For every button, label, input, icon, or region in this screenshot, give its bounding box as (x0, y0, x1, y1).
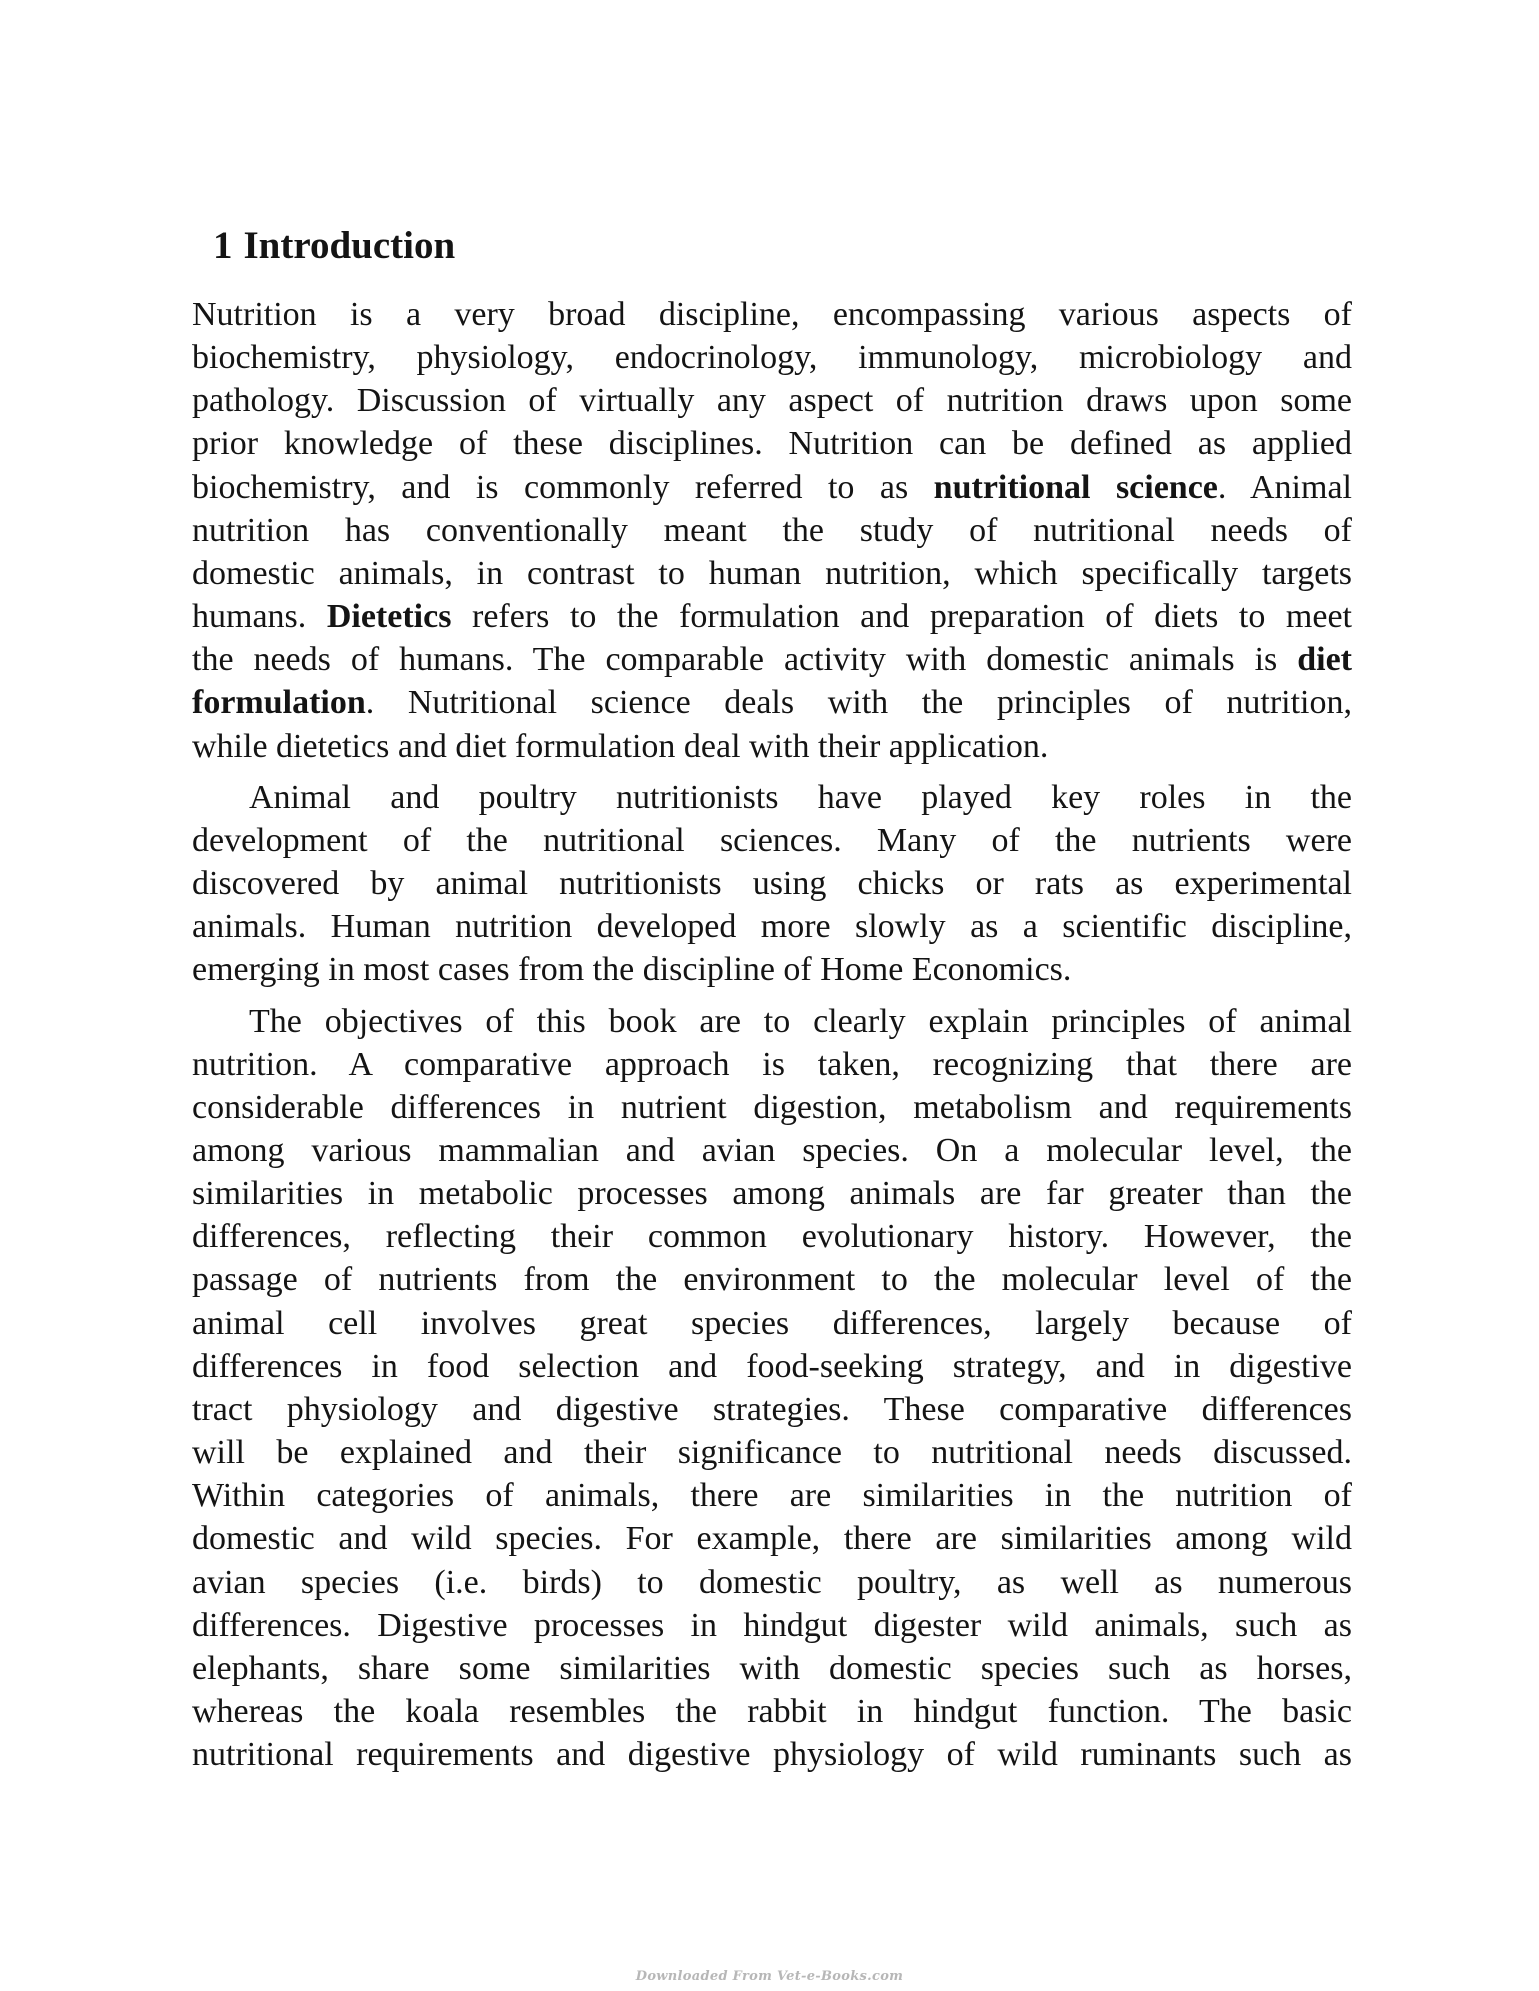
bold-term: formulation (192, 684, 366, 722)
text-segment: prior knowledge of these disciplines. Nutrition can be defined as applied (192, 425, 1352, 463)
text-segment: passage of nutrients from the environment to the molecular level of the (192, 1261, 1352, 1299)
text-line (192, 509, 1352, 552)
text-segment: . Nutritional science deals with the principles of nutrition, (365, 684, 1352, 722)
text-line (192, 1604, 1352, 1647)
text-segment: domestic and wild species. For example, there are similarities among wild (192, 1520, 1352, 1558)
text-segment: The objectives of this book are to clearly explain principles of animal (249, 1002, 1352, 1040)
paragraph (192, 776, 1352, 992)
text-line (192, 336, 1352, 379)
text-segment: whereas the koala resembles the rabbit in hindgut function. The basic (192, 1693, 1352, 1730)
text-segment: discovered by animal nutritionists using chicks or rats as experimental (192, 865, 1352, 903)
text-segment: nutrition has conventionally meant the study of nutritional needs of (192, 511, 1352, 549)
text-line (192, 1129, 1352, 1172)
text-line (192, 293, 1352, 336)
text-segment: nutrition. A comparative approach is taken, recognizing that there are (192, 1045, 1352, 1083)
text-segment: domestic animals, in contrast to human nutrition, which specifically targets (192, 554, 1352, 592)
text-segment: refers to the formulation and preparation of diets to meet (451, 598, 1352, 636)
text-segment: will be explained and their significance to nutritional needs discussed. (192, 1434, 1352, 1472)
text-line (192, 1690, 1352, 1733)
text-segment: biochemistry, and is commonly referred to as (192, 468, 934, 506)
text-segment: . Animal (1217, 468, 1352, 506)
text-line (192, 1258, 1352, 1301)
paragraph (192, 293, 1352, 768)
text-line (192, 1733, 1352, 1776)
text-line (192, 1215, 1352, 1258)
text-segment: elephants, share some similarities with domestic species such as horses, (192, 1649, 1352, 1687)
chapter-title: Introduction (243, 224, 456, 267)
text-line (192, 379, 1352, 422)
text-line (192, 1474, 1352, 1517)
text-segment: pathology. Discussion of virtually any aspect of nutrition draws upon some (192, 382, 1352, 420)
text-segment: considerable differences in nutrient digestion, metabolism and requirements (192, 1088, 1352, 1126)
text-line (192, 905, 1352, 948)
text-line (192, 1345, 1352, 1388)
text-segment: the needs of humans. The comparable activity with domestic animals is (192, 641, 1298, 679)
text-line (192, 1431, 1352, 1474)
text-line (192, 1302, 1352, 1345)
text-line (192, 948, 1352, 991)
text-line (192, 1000, 1352, 1043)
text-segment: avian species (i.e. birds) to domestic poultry, as well as numerous (192, 1563, 1352, 1601)
chapter-heading (213, 221, 455, 271)
text-line (192, 819, 1352, 862)
text-line (192, 1086, 1352, 1129)
text-line (192, 552, 1352, 595)
text-line (192, 1517, 1352, 1560)
text-line (192, 725, 1352, 768)
text-segment: among various mammalian and avian species. On a molecular level, the (192, 1131, 1352, 1169)
text-line (192, 681, 1352, 724)
footer-watermark: Downloaded From Vet-e-Books.com (635, 1969, 904, 1984)
bold-term: nutritional science (933, 468, 1218, 506)
text-segment: nutritional requirements and digestive physiology of wild ruminants such as (192, 1736, 1352, 1774)
text-segment: while dietetics and diet formulation deal with their application. (192, 727, 1049, 765)
text-line (192, 595, 1352, 638)
text-segment: animals. Human nutrition developed more slowly as a scientific discipline, (192, 908, 1352, 946)
chapter-number: 1 (213, 224, 233, 267)
text-segment: biochemistry, physiology, endocrinology, immunology, microbiology and (192, 339, 1352, 377)
body-text (192, 293, 1352, 1776)
text-segment: Animal and poultry nutritionists have played key roles in the (249, 778, 1352, 816)
text-segment: Nutrition is a very broad discipline, encompassing various aspects of (192, 296, 1352, 333)
bold-term: Dietetics (326, 598, 452, 636)
text-line (192, 638, 1352, 681)
text-line (192, 862, 1352, 905)
text-segment: Within categories of animals, there are similarities in the nutrition of (192, 1477, 1352, 1515)
text-segment: development of the nutritional sciences. Many of the nutrients were (192, 821, 1352, 859)
text-line (192, 1172, 1352, 1215)
text-line (192, 466, 1352, 509)
text-line (192, 1043, 1352, 1086)
text-segment: differences, reflecting their common evolutionary history. However, the (192, 1218, 1352, 1256)
text-segment: humans. (192, 598, 327, 636)
text-segment: similarities in metabolic processes among animals are far greater than the (192, 1175, 1352, 1213)
bold-term: diet (1297, 641, 1352, 679)
text-line (192, 422, 1352, 465)
text-segment: tract physiology and digestive strategies. These comparative differences (192, 1390, 1352, 1428)
text-line (192, 1561, 1352, 1604)
text-segment: differences. Digestive processes in hindgut digester wild animals, such as (192, 1606, 1352, 1644)
text-line (192, 1388, 1352, 1431)
paragraph (192, 1000, 1352, 1777)
text-line (192, 1647, 1352, 1690)
text-line (192, 776, 1352, 819)
text-segment: differences in food selection and food-seeking strategy, and in digestive (192, 1347, 1352, 1385)
text-segment: emerging in most cases from the discipline of Home Economics. (192, 951, 1072, 989)
text-segment: animal cell involves great species differences, largely because of (192, 1304, 1352, 1342)
